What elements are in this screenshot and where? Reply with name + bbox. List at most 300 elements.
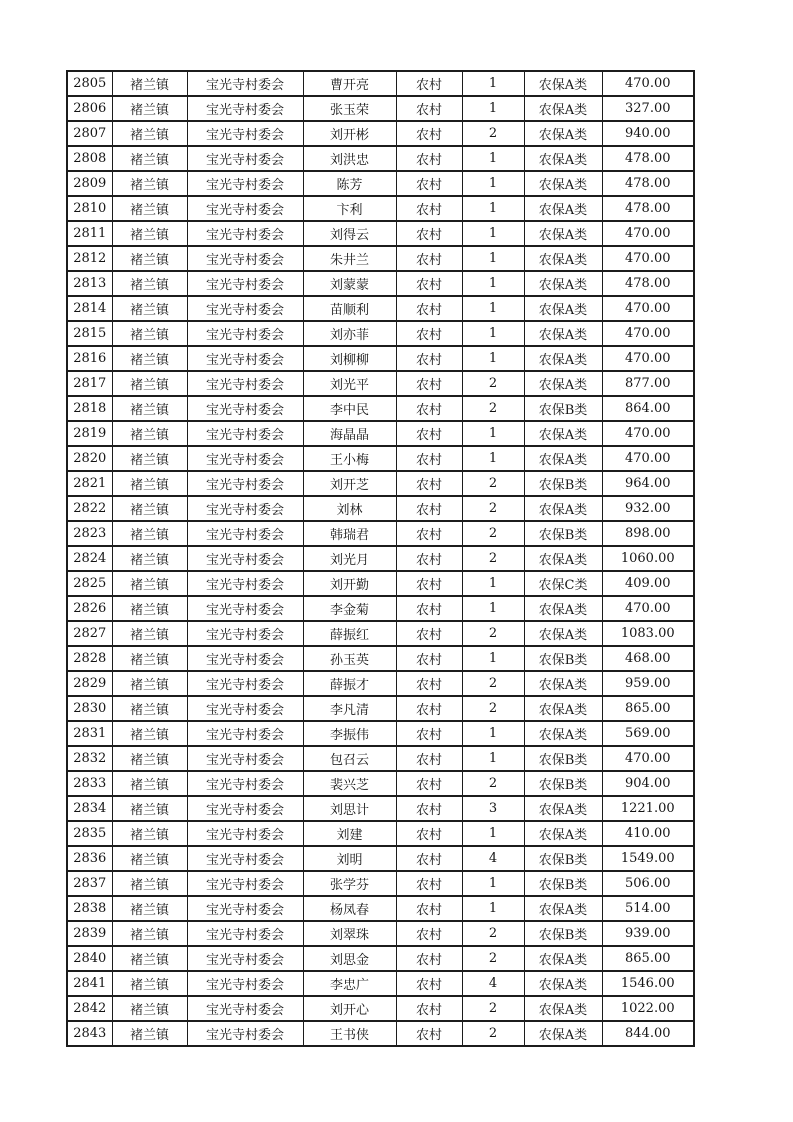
cell-seq: 2809 (67, 171, 112, 196)
cell-category: 农保B类 (524, 646, 602, 671)
cell-name: 杨凤春 (303, 896, 396, 921)
cell-seq: 2824 (67, 546, 112, 571)
cell-category: 农保A类 (524, 271, 602, 296)
cell-seq: 2841 (67, 971, 112, 996)
cell-residence: 农村 (396, 371, 462, 396)
cell-town: 褚兰镇 (112, 846, 187, 871)
table-row (67, 596, 694, 621)
cell-name: 苗顺利 (303, 296, 396, 321)
cell-town: 褚兰镇 (112, 746, 187, 771)
cell-amount: 468.00 (602, 646, 694, 671)
cell-town: 褚兰镇 (112, 471, 187, 496)
cell-amount: 470.00 (602, 421, 694, 446)
cell-residence: 农村 (396, 96, 462, 121)
table-row (67, 271, 694, 296)
table-row (67, 146, 694, 171)
cell-name: 刘柳柳 (303, 346, 396, 371)
table-row (67, 1021, 694, 1046)
table-row (67, 246, 694, 271)
table-body (67, 71, 694, 1046)
cell-residence: 农村 (396, 296, 462, 321)
cell-amount: 514.00 (602, 896, 694, 921)
table-row (67, 96, 694, 121)
cell-residence: 农村 (396, 921, 462, 946)
cell-name: 刘得云 (303, 221, 396, 246)
cell-amount: 478.00 (602, 271, 694, 296)
cell-village: 宝光寺村委会 (187, 471, 303, 496)
cell-village: 宝光寺村委会 (187, 121, 303, 146)
cell-count: 3 (462, 796, 524, 821)
cell-name: 王小梅 (303, 446, 396, 471)
cell-village: 宝光寺村委会 (187, 596, 303, 621)
cell-amount: 478.00 (602, 171, 694, 196)
cell-village: 宝光寺村委会 (187, 71, 303, 96)
cell-town: 褚兰镇 (112, 946, 187, 971)
cell-residence: 农村 (396, 821, 462, 846)
cell-name: 刘洪忠 (303, 146, 396, 171)
cell-residence: 农村 (396, 571, 462, 596)
cell-seq: 2808 (67, 146, 112, 171)
cell-seq: 2817 (67, 371, 112, 396)
cell-name: 张玉荣 (303, 96, 396, 121)
cell-town: 褚兰镇 (112, 296, 187, 321)
cell-name: 李凡清 (303, 696, 396, 721)
cell-category: 农保A类 (524, 996, 602, 1021)
cell-category: 农保A类 (524, 221, 602, 246)
cell-town: 褚兰镇 (112, 796, 187, 821)
table-row (67, 371, 694, 396)
cell-seq: 2833 (67, 771, 112, 796)
cell-village: 宝光寺村委会 (187, 571, 303, 596)
cell-village: 宝光寺村委会 (187, 671, 303, 696)
cell-count: 1 (462, 96, 524, 121)
cell-residence: 农村 (396, 696, 462, 721)
cell-name: 孙玉英 (303, 646, 396, 671)
table-row (67, 171, 694, 196)
cell-village: 宝光寺村委会 (187, 446, 303, 471)
cell-seq: 2810 (67, 196, 112, 221)
cell-residence: 农村 (396, 871, 462, 896)
cell-village: 宝光寺村委会 (187, 696, 303, 721)
cell-village: 宝光寺村委会 (187, 621, 303, 646)
cell-amount: 959.00 (602, 671, 694, 696)
cell-seq: 2838 (67, 896, 112, 921)
cell-category: 农保A类 (524, 971, 602, 996)
cell-village: 宝光寺村委会 (187, 521, 303, 546)
cell-residence: 农村 (396, 596, 462, 621)
cell-amount: 1221.00 (602, 796, 694, 821)
cell-town: 褚兰镇 (112, 171, 187, 196)
cell-count: 1 (462, 746, 524, 771)
table-row (67, 471, 694, 496)
cell-seq: 2812 (67, 246, 112, 271)
table-row (67, 421, 694, 446)
cell-village: 宝光寺村委会 (187, 871, 303, 896)
cell-amount: 940.00 (602, 121, 694, 146)
cell-category: 农保A类 (524, 621, 602, 646)
cell-village: 宝光寺村委会 (187, 746, 303, 771)
cell-village: 宝光寺村委会 (187, 996, 303, 1021)
cell-count: 1 (462, 296, 524, 321)
cell-amount: 470.00 (602, 246, 694, 271)
cell-category: 农保A类 (524, 896, 602, 921)
cell-village: 宝光寺村委会 (187, 396, 303, 421)
cell-name: 陈芳 (303, 171, 396, 196)
cell-seq: 2825 (67, 571, 112, 596)
cell-count: 1 (462, 446, 524, 471)
cell-name: 卞利 (303, 196, 396, 221)
table-row (67, 846, 694, 871)
cell-category: 农保A类 (524, 721, 602, 746)
cell-village: 宝光寺村委会 (187, 321, 303, 346)
table-row (67, 746, 694, 771)
table-row (67, 896, 694, 921)
cell-count: 2 (462, 546, 524, 571)
cell-town: 褚兰镇 (112, 96, 187, 121)
cell-village: 宝光寺村委会 (187, 546, 303, 571)
cell-name: 韩瑞君 (303, 521, 396, 546)
cell-category: 农保A类 (524, 821, 602, 846)
cell-residence: 农村 (396, 896, 462, 921)
table-row (67, 521, 694, 546)
cell-name: 刘蒙蒙 (303, 271, 396, 296)
cell-amount: 569.00 (602, 721, 694, 746)
cell-category: 农保B类 (524, 746, 602, 771)
cell-seq: 2840 (67, 946, 112, 971)
cell-category: 农保A类 (524, 121, 602, 146)
cell-seq: 2830 (67, 696, 112, 721)
cell-category: 农保B类 (524, 921, 602, 946)
cell-category: 农保B类 (524, 871, 602, 896)
table-row (67, 71, 694, 96)
cell-amount: 1546.00 (602, 971, 694, 996)
table-row (67, 721, 694, 746)
cell-count: 1 (462, 896, 524, 921)
cell-residence: 农村 (396, 846, 462, 871)
cell-amount: 865.00 (602, 696, 694, 721)
cell-town: 褚兰镇 (112, 921, 187, 946)
cell-name: 张学芬 (303, 871, 396, 896)
cell-category: 农保A类 (524, 1021, 602, 1046)
cell-town: 褚兰镇 (112, 346, 187, 371)
cell-count: 2 (462, 621, 524, 646)
table-row (67, 771, 694, 796)
cell-name: 刘建 (303, 821, 396, 846)
cell-residence: 农村 (396, 171, 462, 196)
cell-count: 2 (462, 696, 524, 721)
cell-amount: 470.00 (602, 221, 694, 246)
cell-category: 农保A类 (524, 796, 602, 821)
cell-amount: 1022.00 (602, 996, 694, 1021)
cell-amount: 904.00 (602, 771, 694, 796)
cell-town: 褚兰镇 (112, 421, 187, 446)
cell-village: 宝光寺村委会 (187, 821, 303, 846)
cell-residence: 农村 (396, 521, 462, 546)
cell-count: 2 (462, 521, 524, 546)
cell-seq: 2822 (67, 496, 112, 521)
cell-count: 1 (462, 221, 524, 246)
cell-town: 褚兰镇 (112, 571, 187, 596)
cell-town: 褚兰镇 (112, 996, 187, 1021)
cell-name: 薛振红 (303, 621, 396, 646)
cell-town: 褚兰镇 (112, 371, 187, 396)
cell-residence: 农村 (396, 146, 462, 171)
cell-count: 1 (462, 321, 524, 346)
cell-village: 宝光寺村委会 (187, 146, 303, 171)
cell-count: 1 (462, 346, 524, 371)
cell-category: 农保A类 (524, 296, 602, 321)
cell-amount: 844.00 (602, 1021, 694, 1046)
cell-residence: 农村 (396, 121, 462, 146)
cell-village: 宝光寺村委会 (187, 296, 303, 321)
cell-town: 褚兰镇 (112, 446, 187, 471)
table-row (67, 671, 694, 696)
table-row (67, 696, 694, 721)
table-row (67, 946, 694, 971)
cell-amount: 865.00 (602, 946, 694, 971)
cell-residence: 农村 (396, 996, 462, 1021)
cell-residence: 农村 (396, 771, 462, 796)
cell-town: 褚兰镇 (112, 971, 187, 996)
cell-seq: 2831 (67, 721, 112, 746)
cell-count: 1 (462, 171, 524, 196)
cell-town: 褚兰镇 (112, 896, 187, 921)
cell-seq: 2811 (67, 221, 112, 246)
cell-town: 褚兰镇 (112, 821, 187, 846)
cell-name: 曹开亮 (303, 71, 396, 96)
cell-residence: 农村 (396, 446, 462, 471)
cell-category: 农保A类 (524, 146, 602, 171)
cell-residence: 农村 (396, 621, 462, 646)
cell-seq: 2820 (67, 446, 112, 471)
cell-count: 1 (462, 246, 524, 271)
cell-village: 宝光寺村委会 (187, 946, 303, 971)
cell-name: 刘翠珠 (303, 921, 396, 946)
table-row (67, 321, 694, 346)
cell-seq: 2835 (67, 821, 112, 846)
cell-category: 农保A类 (524, 946, 602, 971)
table-row (67, 571, 694, 596)
cell-town: 褚兰镇 (112, 271, 187, 296)
table-row (67, 121, 694, 146)
cell-amount: 1083.00 (602, 621, 694, 646)
cell-town: 褚兰镇 (112, 521, 187, 546)
cell-count: 1 (462, 71, 524, 96)
cell-village: 宝光寺村委会 (187, 171, 303, 196)
cell-residence: 农村 (396, 421, 462, 446)
cell-town: 褚兰镇 (112, 771, 187, 796)
cell-residence: 农村 (396, 471, 462, 496)
cell-seq: 2826 (67, 596, 112, 621)
cell-name: 刘开彬 (303, 121, 396, 146)
cell-seq: 2806 (67, 96, 112, 121)
cell-amount: 470.00 (602, 296, 694, 321)
cell-amount: 864.00 (602, 396, 694, 421)
table-row (67, 921, 694, 946)
cell-name: 包召云 (303, 746, 396, 771)
cell-town: 褚兰镇 (112, 196, 187, 221)
cell-village: 宝光寺村委会 (187, 971, 303, 996)
cell-town: 褚兰镇 (112, 1021, 187, 1046)
cell-seq: 2842 (67, 996, 112, 1021)
cell-count: 1 (462, 596, 524, 621)
cell-category: 农保B类 (524, 471, 602, 496)
cell-seq: 2814 (67, 296, 112, 321)
cell-count: 1 (462, 421, 524, 446)
cell-village: 宝光寺村委会 (187, 371, 303, 396)
cell-amount: 939.00 (602, 921, 694, 946)
cell-count: 1 (462, 571, 524, 596)
cell-residence: 农村 (396, 671, 462, 696)
cell-category: 农保B类 (524, 396, 602, 421)
cell-name: 刘光平 (303, 371, 396, 396)
cell-name: 刘亦菲 (303, 321, 396, 346)
cell-category: 农保A类 (524, 696, 602, 721)
cell-category: 农保A类 (524, 421, 602, 446)
cell-name: 刘开心 (303, 996, 396, 1021)
cell-count: 4 (462, 971, 524, 996)
cell-amount: 470.00 (602, 746, 694, 771)
cell-count: 1 (462, 146, 524, 171)
cell-village: 宝光寺村委会 (187, 721, 303, 746)
cell-name: 海晶晶 (303, 421, 396, 446)
cell-category: 农保A类 (524, 71, 602, 96)
cell-seq: 2828 (67, 646, 112, 671)
table-row (67, 221, 694, 246)
cell-category: 农保A类 (524, 171, 602, 196)
cell-category: 农保A类 (524, 596, 602, 621)
cell-count: 1 (462, 821, 524, 846)
cell-village: 宝光寺村委会 (187, 196, 303, 221)
table-row (67, 446, 694, 471)
cell-count: 2 (462, 371, 524, 396)
cell-seq: 2821 (67, 471, 112, 496)
cell-name: 刘明 (303, 846, 396, 871)
cell-name: 李忠广 (303, 971, 396, 996)
cell-amount: 470.00 (602, 446, 694, 471)
cell-amount: 877.00 (602, 371, 694, 396)
cell-village: 宝光寺村委会 (187, 246, 303, 271)
cell-town: 褚兰镇 (112, 321, 187, 346)
cell-seq: 2837 (67, 871, 112, 896)
cell-amount: 478.00 (602, 196, 694, 221)
cell-category: 农保A类 (524, 196, 602, 221)
cell-category: 农保A类 (524, 321, 602, 346)
cell-category: 农保A类 (524, 346, 602, 371)
cell-count: 1 (462, 196, 524, 221)
cell-count: 2 (462, 671, 524, 696)
cell-name: 朱井兰 (303, 246, 396, 271)
cell-category: 农保B类 (524, 846, 602, 871)
cell-residence: 农村 (396, 1021, 462, 1046)
cell-category: 农保A类 (524, 246, 602, 271)
cell-village: 宝光寺村委会 (187, 646, 303, 671)
table-row (67, 646, 694, 671)
cell-residence: 农村 (396, 496, 462, 521)
table-row (67, 396, 694, 421)
cell-count: 2 (462, 771, 524, 796)
cell-category: 农保A类 (524, 546, 602, 571)
cell-name: 刘思金 (303, 946, 396, 971)
payment-roster-table (66, 70, 695, 1047)
cell-count: 2 (462, 396, 524, 421)
cell-category: 农保A类 (524, 446, 602, 471)
cell-amount: 470.00 (602, 71, 694, 96)
cell-name: 李振伟 (303, 721, 396, 746)
cell-residence: 农村 (396, 196, 462, 221)
cell-count: 1 (462, 871, 524, 896)
cell-residence: 农村 (396, 221, 462, 246)
cell-count: 2 (462, 946, 524, 971)
cell-town: 褚兰镇 (112, 121, 187, 146)
cell-category: 农保B类 (524, 521, 602, 546)
cell-amount: 478.00 (602, 146, 694, 171)
cell-residence: 农村 (396, 346, 462, 371)
cell-residence: 农村 (396, 646, 462, 671)
cell-village: 宝光寺村委会 (187, 796, 303, 821)
cell-amount: 327.00 (602, 96, 694, 121)
cell-count: 2 (462, 471, 524, 496)
cell-town: 褚兰镇 (112, 646, 187, 671)
cell-town: 褚兰镇 (112, 246, 187, 271)
cell-village: 宝光寺村委会 (187, 846, 303, 871)
cell-town: 褚兰镇 (112, 696, 187, 721)
cell-amount: 898.00 (602, 521, 694, 546)
cell-seq: 2843 (67, 1021, 112, 1046)
cell-name: 刘开勤 (303, 571, 396, 596)
cell-town: 褚兰镇 (112, 496, 187, 521)
cell-residence: 农村 (396, 71, 462, 96)
cell-amount: 932.00 (602, 496, 694, 521)
table-row (67, 971, 694, 996)
cell-count: 1 (462, 721, 524, 746)
cell-amount: 1060.00 (602, 546, 694, 571)
table-row (67, 796, 694, 821)
cell-town: 褚兰镇 (112, 671, 187, 696)
cell-residence: 农村 (396, 721, 462, 746)
cell-seq: 2818 (67, 396, 112, 421)
cell-village: 宝光寺村委会 (187, 96, 303, 121)
table-row (67, 871, 694, 896)
cell-category: 农保A类 (524, 371, 602, 396)
cell-seq: 2827 (67, 621, 112, 646)
cell-residence: 农村 (396, 396, 462, 421)
cell-town: 褚兰镇 (112, 871, 187, 896)
cell-town: 褚兰镇 (112, 71, 187, 96)
cell-town: 褚兰镇 (112, 396, 187, 421)
cell-seq: 2829 (67, 671, 112, 696)
cell-seq: 2816 (67, 346, 112, 371)
cell-residence: 农村 (396, 271, 462, 296)
table-row (67, 346, 694, 371)
cell-residence: 农村 (396, 746, 462, 771)
cell-amount: 470.00 (602, 346, 694, 371)
cell-category: 农保A类 (524, 496, 602, 521)
cell-name: 薛振才 (303, 671, 396, 696)
cell-name: 裴兴芝 (303, 771, 396, 796)
cell-count: 4 (462, 846, 524, 871)
cell-name: 刘林 (303, 496, 396, 521)
cell-residence: 农村 (396, 796, 462, 821)
cell-amount: 506.00 (602, 871, 694, 896)
cell-town: 褚兰镇 (112, 721, 187, 746)
cell-seq: 2832 (67, 746, 112, 771)
table-row (67, 621, 694, 646)
cell-village: 宝光寺村委会 (187, 921, 303, 946)
cell-count: 2 (462, 496, 524, 521)
cell-category: 农保A类 (524, 96, 602, 121)
table-row (67, 196, 694, 221)
